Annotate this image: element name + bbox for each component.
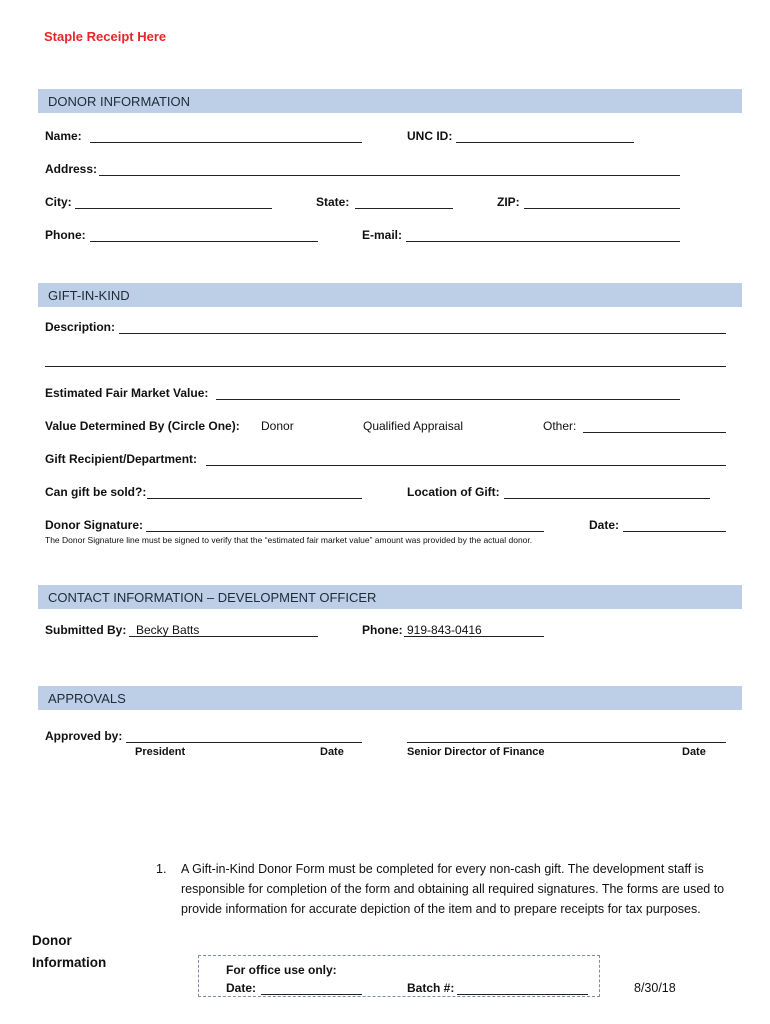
description-field[interactable] (119, 333, 726, 334)
description-label: Description: (45, 320, 116, 334)
gift-recipient-field[interactable] (206, 465, 726, 466)
contact-phone-label: Phone: (362, 623, 403, 637)
gift-recipient-label: Gift Recipient/Department: (45, 452, 198, 466)
office-use-title: For office use only: (226, 963, 337, 977)
option-qualified-appraisal[interactable]: Qualified Appraisal (363, 419, 464, 433)
donor-signature-field[interactable] (146, 531, 544, 532)
president-signature-field[interactable] (126, 742, 362, 743)
unc-id-field[interactable] (456, 142, 634, 143)
email-field[interactable] (406, 241, 680, 242)
office-date-label: Date: (226, 981, 257, 995)
description-field-line-2[interactable] (45, 366, 726, 367)
president-label: President (135, 746, 186, 758)
signature-note: The Donor Signature line must be signed to verify that the “estimated fair market value” amount was provided by the actual donor. (45, 535, 533, 545)
state-label: State: (316, 195, 350, 209)
finance-date-label: Date (682, 746, 706, 758)
contact-information-header (38, 585, 742, 609)
fair-market-value-field[interactable] (216, 399, 680, 400)
zip-label: ZIP: (497, 195, 520, 209)
gift-in-kind-header (38, 283, 742, 307)
side-label-line-2: Information (32, 955, 107, 970)
name-label: Name: (45, 129, 82, 143)
approved-by-label: Approved by: (45, 729, 123, 743)
option-donor[interactable]: Donor (261, 419, 294, 433)
name-field[interactable] (90, 142, 362, 143)
form-revision-date: 8/30/18 (634, 981, 676, 995)
zip-field[interactable] (524, 208, 680, 209)
location-of-gift-field[interactable] (504, 498, 710, 499)
section-title: APPROVALS (48, 690, 126, 706)
staple-receipt-note: Staple Receipt Here (44, 29, 167, 44)
donor-signature-label: Donor Signature: (45, 518, 143, 532)
other-field[interactable] (583, 432, 726, 433)
section-title: CONTACT INFORMATION – DEVELOPMENT OFFICER (48, 589, 377, 605)
batch-number-label: Batch #: (407, 981, 455, 995)
submitted-by-label: Submitted By: (45, 623, 127, 637)
phone-field[interactable] (90, 241, 318, 242)
approvals-header (38, 686, 742, 710)
batch-number-field[interactable] (457, 994, 588, 995)
president-date-label: Date (320, 746, 344, 758)
city-field[interactable] (75, 208, 272, 209)
side-label-line-1: Donor (32, 933, 72, 948)
instruction-text: A Gift-in-Kind Donor Form must be completed for every non-cash gift. The development staff is responsible for completion of the form and obtaining all required signatures. The forms are used to provide information for accurate depiction of the item and to prepare receipts for tax purposes. (181, 862, 725, 916)
location-of-gift-label: Location of Gift: (407, 485, 500, 499)
instruction-number: 1. (156, 862, 167, 876)
fair-market-value-label: Estimated Fair Market Value: (45, 386, 209, 400)
unc-id-label: UNC ID: (407, 129, 453, 143)
can-gift-be-sold-label: Can gift be sold?: (45, 485, 147, 499)
signature-date-field[interactable] (623, 531, 726, 532)
state-field[interactable] (355, 208, 453, 209)
finance-director-label: Senior Director of Finance (407, 746, 545, 758)
phone-label: Phone: (45, 228, 86, 242)
section-title: DONOR INFORMATION (48, 93, 191, 109)
donor-information-header (38, 89, 742, 113)
address-label: Address: (45, 162, 98, 176)
value-determined-label: Value Determined By (Circle One): (45, 419, 240, 433)
office-date-field[interactable] (261, 994, 362, 995)
signature-date-label: Date: (589, 518, 620, 532)
section-title: GIFT-IN-KIND (48, 287, 130, 303)
email-label: E-mail: (362, 228, 403, 242)
contact-phone-value: 919-843-0416 (407, 623, 482, 637)
address-field[interactable] (99, 175, 680, 176)
can-gift-be-sold-field[interactable] (147, 498, 362, 499)
city-label: City: (45, 195, 72, 209)
option-other[interactable]: Other: (543, 419, 577, 433)
submitted-by-value: Becky Batts (136, 623, 200, 637)
finance-signature-field[interactable] (407, 742, 726, 743)
